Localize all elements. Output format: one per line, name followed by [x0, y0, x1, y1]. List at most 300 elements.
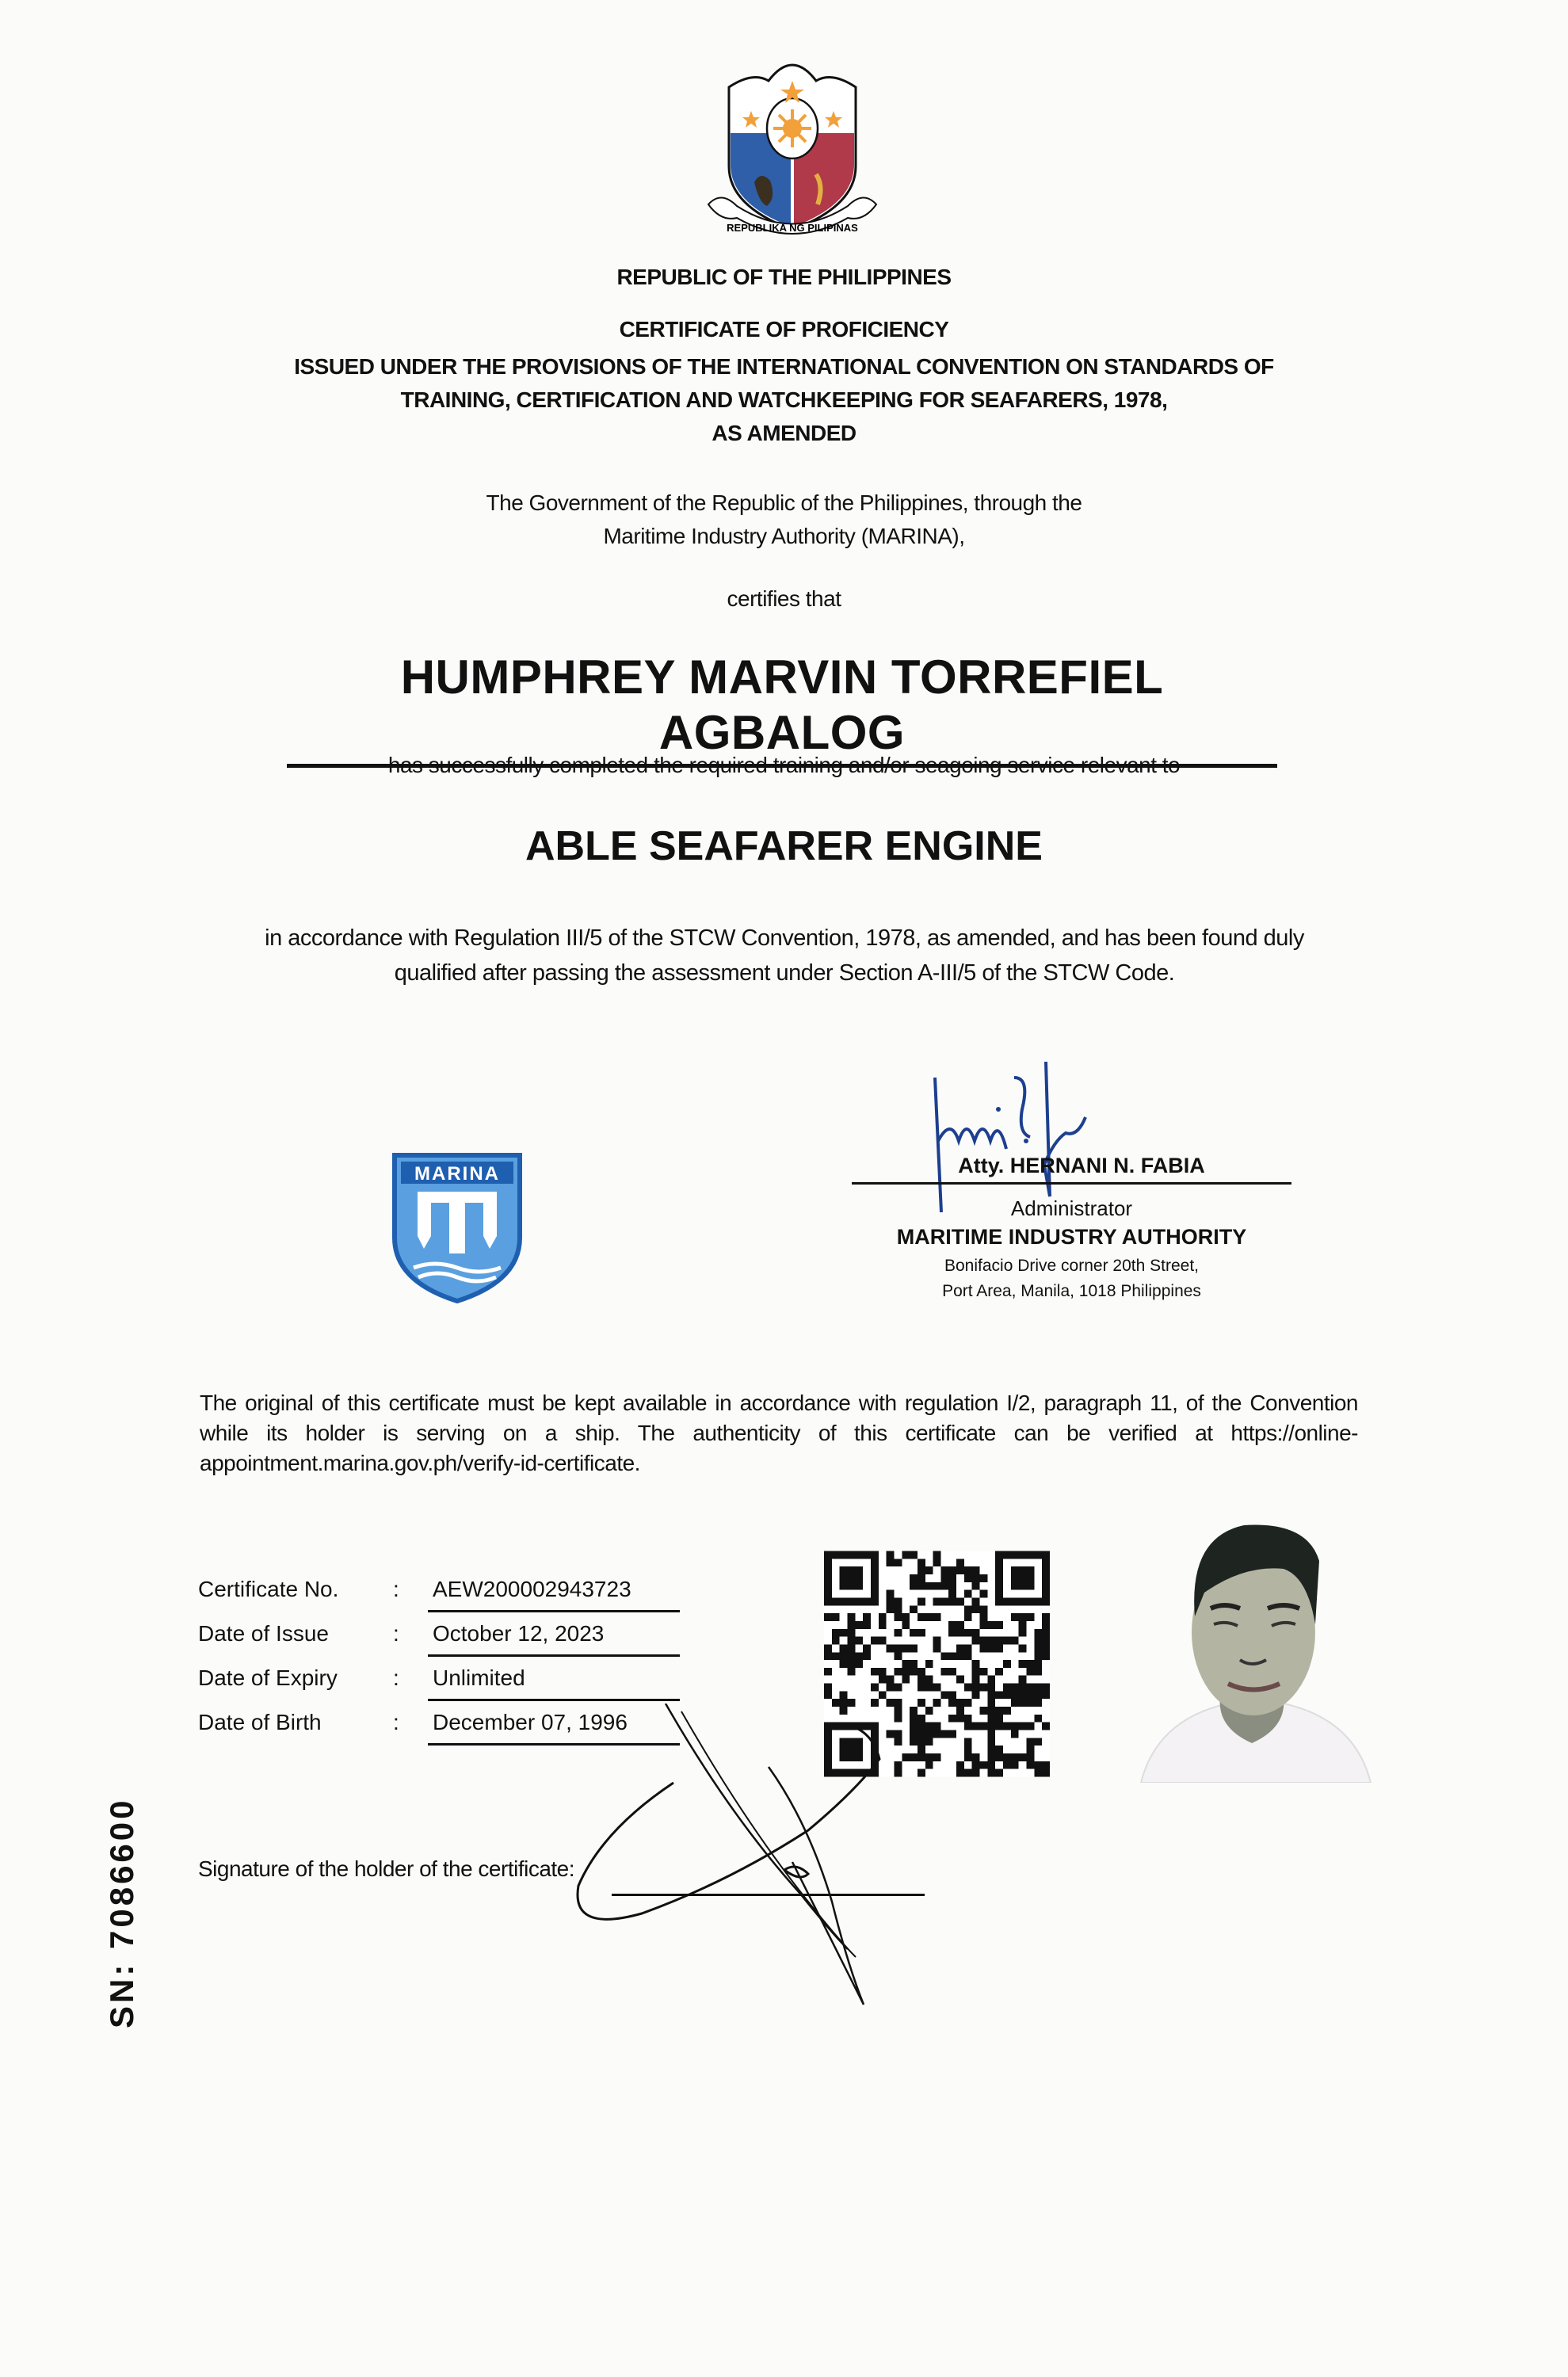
- detail-row-date-of-issue: [198, 1621, 689, 1665]
- authenticity-notice: The original of this certificate must be kept available in accordance with regulation I/2, paragraph 11, of the Convention while its holder is serving on a ship. The authenticity of this certificate can be verified at https://online-appointment.marina.gov.ph/verify-id-certificate.: [200, 1391, 1358, 1475]
- qr-module: [902, 1644, 910, 1652]
- qr-module: [1034, 1715, 1042, 1723]
- qr-module: [956, 1566, 964, 1574]
- detail-label: Date of Birth: [198, 1710, 322, 1734]
- detail-underline: [428, 1654, 680, 1657]
- qr-module: [980, 1621, 988, 1629]
- qr-module: [980, 1644, 988, 1652]
- qr-module: [847, 1621, 855, 1629]
- qr-module: [1027, 1738, 1035, 1746]
- qr-module: [987, 1746, 995, 1753]
- qr-module: [887, 1597, 895, 1605]
- signatory-title: Administrator: [1010, 1196, 1133, 1220]
- qr-module: [1003, 1637, 1011, 1645]
- qr-module: [910, 1582, 918, 1590]
- qr-module: [855, 1637, 863, 1645]
- qr-module: [1034, 1684, 1042, 1692]
- qr-module: [918, 1684, 925, 1692]
- qr-module: [995, 1644, 1003, 1652]
- qr-module: [1042, 1637, 1050, 1645]
- qr-module: [940, 1566, 948, 1574]
- qr-module: [879, 1668, 887, 1676]
- qr-module: [894, 1613, 902, 1621]
- qr-module: [863, 1613, 871, 1621]
- qr-module: [855, 1660, 863, 1668]
- qr-module: [948, 1574, 956, 1582]
- qr-module: [995, 1769, 1003, 1777]
- qr-module: [1042, 1652, 1050, 1660]
- qr-module: [964, 1746, 972, 1753]
- qr-module: [847, 1668, 855, 1676]
- qr-module: [964, 1605, 972, 1613]
- qr-module: [956, 1621, 964, 1629]
- government-statement: [0, 486, 1568, 553]
- qr-module: [918, 1613, 925, 1621]
- qr-module: [956, 1707, 964, 1715]
- qr-module: [925, 1566, 933, 1574]
- seal-banner-text: REPUBLIKA NG PILIPINAS: [727, 222, 858, 234]
- qr-module: [1027, 1668, 1035, 1676]
- qr-module: [940, 1691, 948, 1699]
- serial-number: SN: 7086600: [103, 1797, 140, 2028]
- qr-module: [1003, 1660, 1011, 1668]
- qr-module: [987, 1738, 995, 1746]
- qr-module: [847, 1637, 855, 1645]
- detail-underline: [428, 1699, 680, 1701]
- qr-module: [987, 1753, 995, 1761]
- qr-module: [964, 1723, 972, 1730]
- qr-module: [840, 1660, 848, 1668]
- qr-module: [879, 1613, 887, 1621]
- qr-module: [956, 1597, 964, 1605]
- holder-photo: [1125, 1505, 1387, 1783]
- completed-statement: has successfully completed the required training and/or seagoing service relevant to: [387, 753, 1181, 777]
- qr-module: [948, 1597, 956, 1605]
- qr-finder: [1011, 1566, 1034, 1589]
- qr-module: [964, 1644, 972, 1652]
- qr-module: [832, 1637, 840, 1645]
- qr-module: [948, 1652, 956, 1660]
- qr-module: [887, 1551, 895, 1559]
- qr-module: [972, 1684, 980, 1692]
- qr-module: [1011, 1753, 1019, 1761]
- qr-module: [933, 1684, 941, 1692]
- qr-module: [933, 1613, 941, 1621]
- qr-module: [925, 1660, 933, 1668]
- qr-module: [824, 1652, 832, 1660]
- qr-module: [980, 1668, 988, 1676]
- qr-module: [925, 1582, 933, 1590]
- qr-module: [1011, 1691, 1019, 1699]
- qr-module: [964, 1574, 972, 1582]
- marina-logo-icon: [390, 1150, 525, 1304]
- detail-colon: :: [393, 1621, 399, 1646]
- government-line: Maritime Industry Authority (MARINA),: [603, 524, 965, 548]
- qr-module: [980, 1723, 988, 1730]
- qr-module: [972, 1566, 980, 1574]
- qr-module: [933, 1637, 941, 1645]
- qr-module: [840, 1652, 848, 1660]
- holder-name: HUMPHREY MARVIN TORREFIEL AGBALOG: [287, 650, 1277, 768]
- qr-module: [910, 1668, 918, 1676]
- qr-module: [972, 1637, 980, 1645]
- qr-module: [894, 1605, 902, 1613]
- qr-module: [824, 1691, 832, 1699]
- qr-module: [1011, 1637, 1019, 1645]
- qr-module: [1019, 1699, 1027, 1707]
- qr-module: [1027, 1761, 1035, 1769]
- qr-module: [948, 1582, 956, 1590]
- qr-module: [964, 1699, 972, 1707]
- qr-module: [972, 1660, 980, 1668]
- qr-module: [1011, 1761, 1019, 1769]
- qr-module: [940, 1574, 948, 1582]
- qr-module: [887, 1676, 895, 1684]
- qr-module: [980, 1761, 988, 1769]
- qr-module: [910, 1644, 918, 1652]
- qr-module: [987, 1761, 995, 1769]
- issued-line: TRAINING, CERTIFICATION AND WATCHKEEPING FOR SEAFARERS, 1978,: [400, 387, 1168, 412]
- qr-module: [824, 1684, 832, 1692]
- qr-module: [918, 1676, 925, 1684]
- qr-module: [987, 1676, 995, 1684]
- qr-module: [840, 1644, 848, 1652]
- qr-module: [1019, 1621, 1027, 1629]
- qr-module: [964, 1753, 972, 1761]
- qr-module: [1042, 1723, 1050, 1730]
- qr-module: [824, 1613, 832, 1621]
- qr-module: [964, 1738, 972, 1746]
- qr-module: [1019, 1660, 1027, 1668]
- qr-module: [1019, 1691, 1027, 1699]
- qr-module: [910, 1551, 918, 1559]
- qr-module: [964, 1629, 972, 1637]
- qr-module: [910, 1629, 918, 1637]
- qr-module: [832, 1629, 840, 1637]
- qr-module: [894, 1559, 902, 1566]
- qr-module: [948, 1590, 956, 1598]
- government-line: The Government of the Republic of the Philippines, through the: [486, 490, 1082, 515]
- qr-module: [847, 1629, 855, 1637]
- qr-module: [972, 1761, 980, 1769]
- qr-module: [918, 1629, 925, 1637]
- detail-colon: :: [393, 1665, 399, 1690]
- qr-module: [1034, 1652, 1042, 1660]
- signatory-organization: MARITIME INDUSTRY AUTHORITY: [896, 1225, 1247, 1249]
- issued-line: AS AMENDED: [712, 421, 856, 445]
- qr-module: [987, 1769, 995, 1777]
- qr-module: [863, 1621, 871, 1629]
- qr-module: [887, 1605, 895, 1613]
- qr-module: [972, 1676, 980, 1684]
- qr-module: [887, 1644, 895, 1652]
- qr-module: [855, 1652, 863, 1660]
- qr-module: [1019, 1676, 1027, 1684]
- issued-under-heading: [0, 350, 1568, 450]
- qr-module: [956, 1629, 964, 1637]
- qr-module: [956, 1559, 964, 1566]
- qr-module: [832, 1613, 840, 1621]
- holder-signature-label: Signature of the holder of the certificate:: [198, 1856, 575, 1881]
- philippine-coat-of-arms-icon: [697, 63, 887, 246]
- detail-value: Unlimited: [433, 1665, 525, 1690]
- qr-module: [902, 1551, 910, 1559]
- qr-module: [863, 1652, 871, 1660]
- qr-module: [987, 1715, 995, 1723]
- detail-colon: :: [393, 1577, 399, 1601]
- qr-module: [879, 1676, 887, 1684]
- qr-module: [1027, 1613, 1035, 1621]
- qr-module: [824, 1668, 832, 1676]
- qr-module: [980, 1707, 988, 1715]
- detail-colon: :: [393, 1710, 399, 1734]
- qr-module: [948, 1668, 956, 1676]
- qr-module: [910, 1574, 918, 1582]
- detail-label: Date of Expiry: [198, 1665, 338, 1690]
- detail-row-certificate-no: [198, 1577, 689, 1621]
- qr-module: [887, 1590, 895, 1598]
- address-line: Bonifacio Drive corner 20th Street,: [944, 1257, 1199, 1275]
- qr-module: [1019, 1723, 1027, 1730]
- qr-module: [887, 1559, 895, 1566]
- qr-module: [1042, 1761, 1050, 1769]
- qr-module: [1011, 1613, 1019, 1621]
- qr-module: [847, 1644, 855, 1652]
- qr-module: [1019, 1753, 1027, 1761]
- qr-module: [980, 1605, 988, 1613]
- qr-module: [948, 1629, 956, 1637]
- qr-module: [1027, 1691, 1035, 1699]
- qr-module: [972, 1668, 980, 1676]
- qr-module: [995, 1723, 1003, 1730]
- detail-value: AEW200002943723: [433, 1577, 631, 1601]
- qr-module: [940, 1652, 948, 1660]
- qr-module: [918, 1574, 925, 1582]
- marina-logo-text: MARINA: [414, 1163, 500, 1185]
- qr-module: [840, 1691, 848, 1699]
- address-line: Port Area, Manila, 1018 Philippines: [942, 1282, 1201, 1300]
- qr-module: [956, 1769, 964, 1777]
- qr-module: [972, 1605, 980, 1613]
- qr-module: [1034, 1660, 1042, 1668]
- qr-module: [840, 1629, 848, 1637]
- qr-module: [847, 1613, 855, 1621]
- qr-module: [964, 1684, 972, 1692]
- qr-module: [894, 1668, 902, 1676]
- qr-module: [980, 1590, 988, 1598]
- qr-module: [972, 1629, 980, 1637]
- qr-module: [980, 1637, 988, 1645]
- qr-module: [1042, 1613, 1050, 1621]
- qr-module: [1042, 1621, 1050, 1629]
- qr-module: [1034, 1644, 1042, 1652]
- qr-module: [871, 1637, 879, 1645]
- qr-module: [980, 1684, 988, 1692]
- qr-module: [925, 1684, 933, 1692]
- qr-module: [987, 1644, 995, 1652]
- qr-module: [910, 1660, 918, 1668]
- qr-module: [887, 1684, 895, 1692]
- proficiency-title: ABLE SEAFARER ENGINE: [525, 823, 1043, 869]
- qr-module: [1011, 1723, 1019, 1730]
- regulation-statement: [182, 921, 1387, 990]
- qr-module: [995, 1668, 1003, 1676]
- qr-module: [987, 1621, 995, 1629]
- qr-module: [956, 1644, 964, 1652]
- qr-module: [972, 1597, 980, 1605]
- qr-module: [948, 1691, 956, 1699]
- qr-module: [948, 1566, 956, 1574]
- qr-module: [902, 1621, 910, 1629]
- qr-module: [918, 1566, 925, 1574]
- qr-module: [972, 1723, 980, 1730]
- qr-module: [1042, 1769, 1050, 1777]
- qr-module: [910, 1605, 918, 1613]
- qr-module: [987, 1723, 995, 1730]
- qr-module: [918, 1668, 925, 1676]
- qr-module: [995, 1715, 1003, 1723]
- qr-module: [956, 1699, 964, 1707]
- qr-module: [1042, 1644, 1050, 1652]
- qr-module: [902, 1613, 910, 1621]
- qr-module: [918, 1597, 925, 1605]
- qr-module: [1034, 1691, 1042, 1699]
- detail-label: Date of Issue: [198, 1621, 329, 1646]
- certificate-type-heading: CERTIFICATE OF PROFICIENCY: [619, 317, 949, 341]
- qr-module: [1042, 1684, 1050, 1692]
- qr-module: [987, 1691, 995, 1699]
- qr-module: [894, 1652, 902, 1660]
- qr-module: [1003, 1707, 1011, 1715]
- qr-module: [964, 1652, 972, 1660]
- qr-module: [995, 1753, 1003, 1761]
- qr-module: [933, 1582, 941, 1590]
- qr-module: [933, 1597, 941, 1605]
- qr-module: [995, 1637, 1003, 1645]
- qr-module: [894, 1684, 902, 1692]
- qr-module: [987, 1684, 995, 1692]
- qr-module: [1034, 1761, 1042, 1769]
- qr-module: [1003, 1684, 1011, 1692]
- qr-module: [1034, 1668, 1042, 1676]
- qr-module: [1019, 1629, 1027, 1637]
- qr-module: [972, 1691, 980, 1699]
- qr-module: [902, 1668, 910, 1676]
- qr-module: [1027, 1746, 1035, 1753]
- qr-module: [1003, 1761, 1011, 1769]
- qr-module: [871, 1684, 879, 1692]
- holder-signature-icon: [570, 1704, 951, 2036]
- qr-module: [940, 1597, 948, 1605]
- qr-module: [1011, 1730, 1019, 1738]
- qr-module: [948, 1621, 956, 1629]
- qr-module: [1034, 1637, 1042, 1645]
- qr-module: [1027, 1723, 1035, 1730]
- qr-module: [987, 1637, 995, 1645]
- qr-module: [980, 1613, 988, 1621]
- qr-module: [894, 1644, 902, 1652]
- qr-module: [956, 1676, 964, 1684]
- qr-module: [824, 1644, 832, 1652]
- qr-module: [964, 1613, 972, 1621]
- qr-module: [1034, 1699, 1042, 1707]
- qr-module: [964, 1715, 972, 1723]
- qr-module: [972, 1574, 980, 1582]
- detail-value: October 12, 2023: [433, 1621, 605, 1646]
- qr-module: [995, 1621, 1003, 1629]
- qr-module: [995, 1707, 1003, 1715]
- qr-module: [925, 1613, 933, 1621]
- qr-module: [879, 1637, 887, 1645]
- qr-module: [956, 1761, 964, 1769]
- qr-module: [933, 1559, 941, 1566]
- certifies-text: certifies that: [727, 586, 841, 611]
- qr-module: [995, 1691, 1003, 1699]
- detail-label: Certificate No.: [198, 1577, 339, 1601]
- qr-module: [964, 1590, 972, 1598]
- qr-module: [940, 1668, 948, 1676]
- qr-module: [1003, 1691, 1011, 1699]
- qr-module: [1019, 1644, 1027, 1652]
- qr-module: [1042, 1691, 1050, 1699]
- qr-module: [1011, 1684, 1019, 1692]
- qr-module: [847, 1660, 855, 1668]
- qr-module: [855, 1621, 863, 1629]
- qr-module: [972, 1753, 980, 1761]
- qr-module: [1042, 1629, 1050, 1637]
- qr-module: [1011, 1699, 1019, 1707]
- qr-module: [987, 1730, 995, 1738]
- qr-module: [964, 1769, 972, 1777]
- qr-module: [1034, 1769, 1042, 1777]
- qr-module: [1034, 1629, 1042, 1637]
- qr-module: [1027, 1753, 1035, 1761]
- qr-module: [987, 1699, 995, 1707]
- issued-line: ISSUED UNDER THE PROVISIONS OF THE INTERNATIONAL CONVENTION ON STANDARDS OF: [294, 354, 1274, 379]
- qr-module: [972, 1582, 980, 1590]
- qr-module: [902, 1660, 910, 1668]
- qr-module: [940, 1582, 948, 1590]
- country-heading: REPUBLIC OF THE PHILIPPINES: [616, 265, 952, 289]
- qr-module: [902, 1676, 910, 1684]
- qr-module: [1034, 1738, 1042, 1746]
- qr-module: [1027, 1660, 1035, 1668]
- qr-module: [863, 1644, 871, 1652]
- qr-module: [1027, 1699, 1035, 1707]
- qr-module: [1003, 1753, 1011, 1761]
- qr-module: [1019, 1684, 1027, 1692]
- regulation-line: qualified after passing the assessment under Section A-III/5 of the STCW Code.: [394, 960, 1175, 986]
- signatory-address: [840, 1253, 1303, 1304]
- qr-finder: [840, 1566, 863, 1589]
- signatory-name: Atty. HERNANI N. FABIA: [958, 1154, 1205, 1177]
- qr-module: [925, 1676, 933, 1684]
- qr-module: [1027, 1684, 1035, 1692]
- qr-module: [1003, 1723, 1011, 1730]
- qr-module: [987, 1707, 995, 1715]
- qr-module: [879, 1691, 887, 1699]
- qr-module: [918, 1582, 925, 1590]
- qr-module: [980, 1574, 988, 1582]
- qr-module: [871, 1668, 879, 1676]
- qr-module: [964, 1566, 972, 1574]
- regulation-line: in accordance with Regulation III/5 of the STCW Convention, 1978, as amended, and has been found duly: [265, 925, 1304, 951]
- qr-module: [894, 1597, 902, 1605]
- detail-value: December 07, 1996: [433, 1710, 628, 1734]
- qr-module: [933, 1644, 941, 1652]
- qr-module: [972, 1769, 980, 1777]
- detail-underline: [428, 1610, 680, 1612]
